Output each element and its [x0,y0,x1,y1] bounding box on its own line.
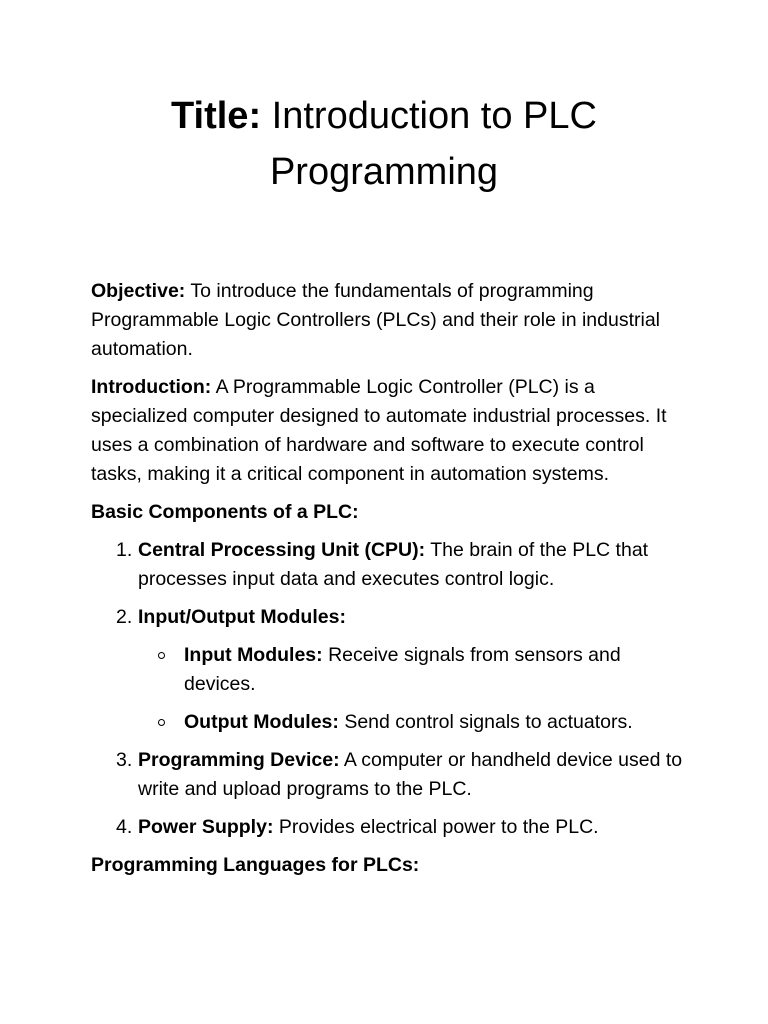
document-body [91,277,691,889]
list-item [91,603,691,737]
introduction-paragraph [91,373,691,489]
item-label: Programming Device: [138,749,340,771]
sublist-item [138,708,691,737]
list-item [91,746,691,804]
list-number: 2. [116,606,133,628]
hollow-circle-bullet-icon [158,719,165,726]
list-item [91,813,691,842]
list-number: 1. [116,539,133,561]
item-text: Provides electrical power to the PLC. [278,816,599,838]
subitem-text: Send control signals to actuators. [344,711,633,733]
title-text: Introduction to PLC Programming [269,95,597,193]
document-title [60,88,708,200]
item-label: Central Processing Unit (CPU): [138,539,426,561]
item-text: The brain of the PLC that processes input data and executes control logic. [138,539,649,590]
objective-label: Objective: [91,280,186,302]
sublist-item [138,641,691,699]
objective-paragraph [91,277,691,364]
title-label: Title: [171,95,262,137]
languages-heading: Programming Languages for PLCs: [91,854,420,876]
hollow-circle-bullet-icon [158,652,165,659]
subitem-label: Output Modules: [184,711,339,733]
list-number: 4. [116,816,133,838]
components-list [91,536,691,842]
objective-text: To introduce the fundamentals of programming Programmable Logic Controllers (PLCs) and their role in industrial automation. [91,280,660,360]
item-label: Input/Output Modules: [138,606,346,628]
components-heading: Basic Components of a PLC: [91,501,359,523]
item-text: A computer or handheld device used to write and upload programs to the PLC. [138,749,683,800]
list-item [91,536,691,594]
introduction-label: Introduction: [91,376,212,398]
introduction-text: A Programmable Logic Controller (PLC) is a specialized computer designed to automate industrial processes. It uses a combination of hardware and software to execute control tasks, making it a critical component in automation systems. [91,376,667,485]
io-modules-sublist [138,641,691,737]
subitem-text: Receive signals from sensors and devices. [184,644,621,695]
item-label: Power Supply: [138,816,274,838]
subitem-label: Input Modules: [184,644,323,666]
list-number: 3. [116,749,133,771]
